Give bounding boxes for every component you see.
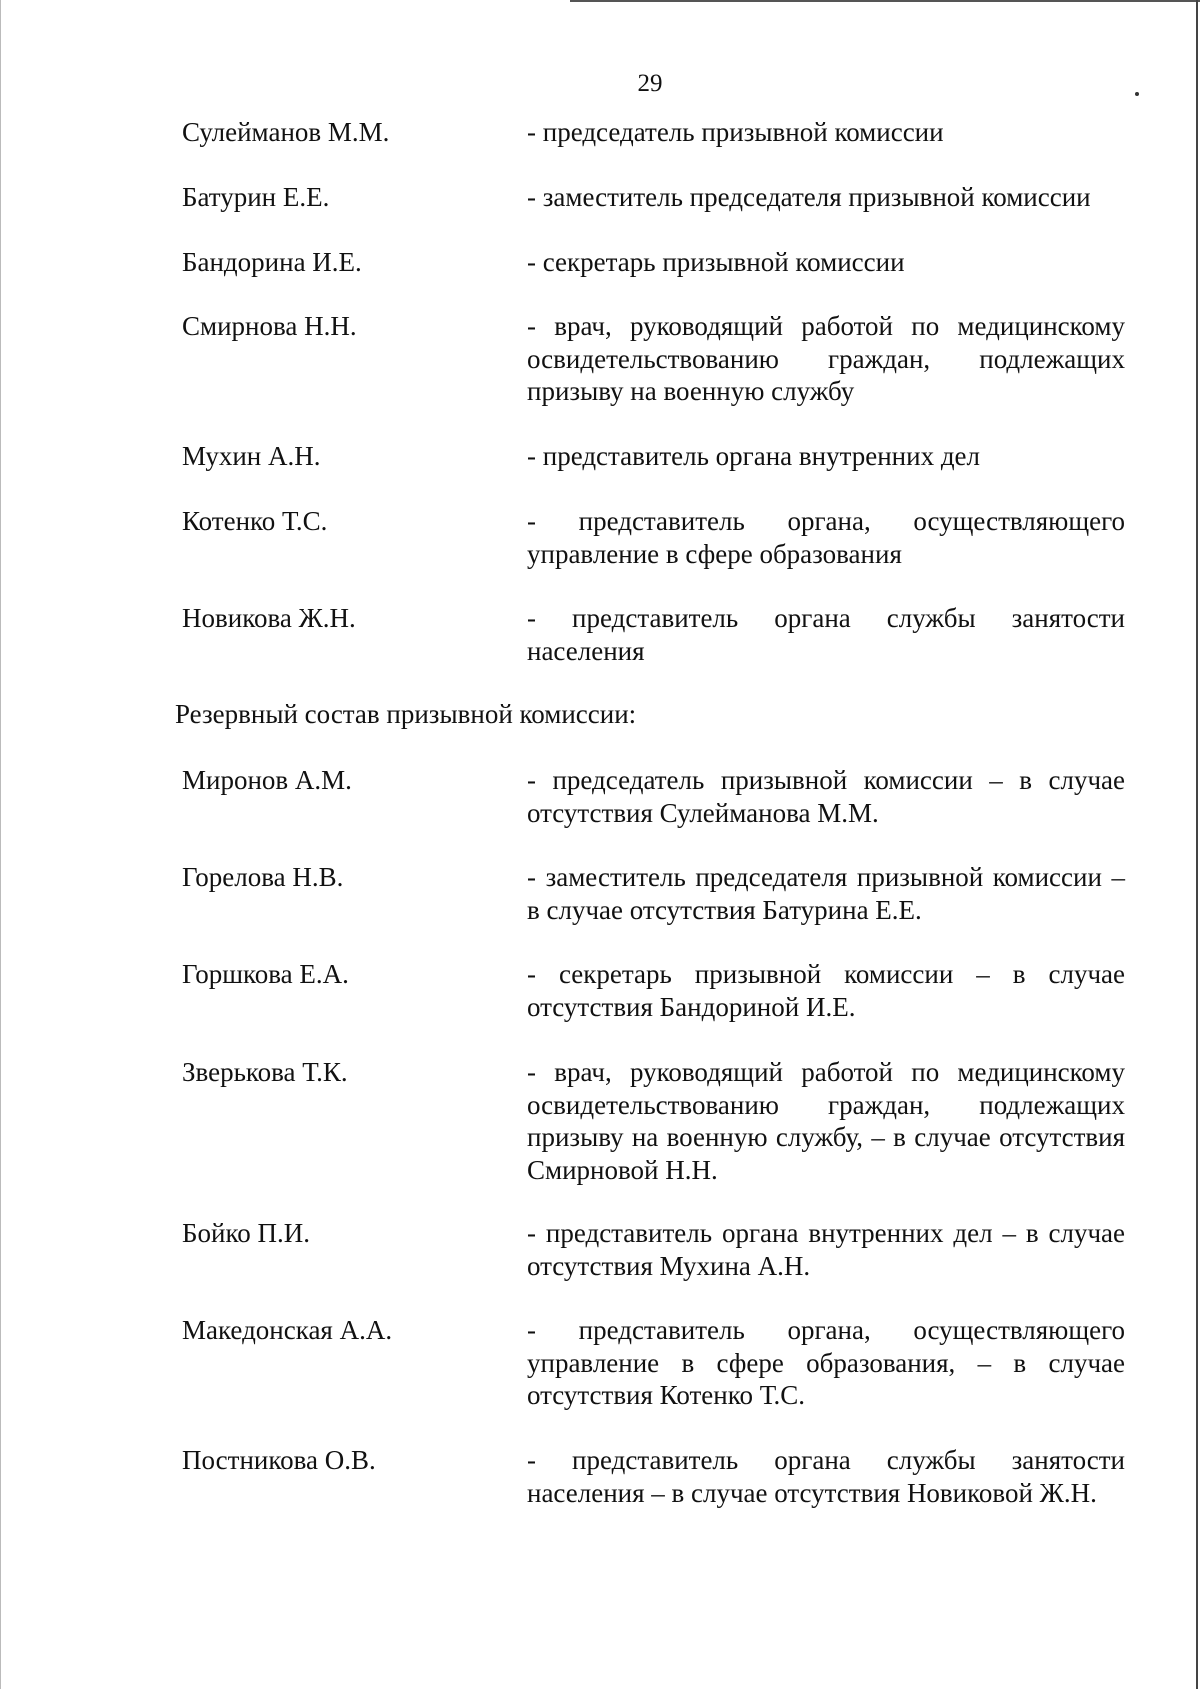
- scan-border-right: [1196, 0, 1198, 1689]
- member-name: Горшкова Е.А.: [182, 959, 349, 989]
- member-name: Новикова Ж.Н.: [182, 603, 356, 633]
- member-role: - заместитель председателя призывной комиссии: [527, 182, 1091, 212]
- scan-border-top: [570, 0, 1200, 2]
- member-role: - представитель органа внутренних дел: [527, 441, 981, 471]
- member-name: Котенко Т.С.: [182, 506, 328, 536]
- scan-border-left: [0, 0, 1, 1689]
- member-name: Батурин Е.Е.: [182, 182, 330, 212]
- member-name: Бойко П.И.: [182, 1218, 310, 1248]
- member-role: - представитель органа внутренних дел – в случае отсутствия Мухина А.Н.: [527, 1218, 1125, 1281]
- member-name: Зверькова Т.К.: [182, 1057, 348, 1087]
- member-name: Мухин А.Н.: [182, 441, 321, 471]
- page-number: 29: [637, 70, 663, 97]
- reserve-section-title: Резервный состав призывной комиссии:: [175, 699, 637, 729]
- member-name: Сулейманов М.М.: [182, 117, 390, 147]
- member-role: - врач, руководящий работой по медицинскому освидетельствованию граждан, подлежащих призыву на военную службу, – в случае отсутствия Смирновой Н.Н.: [527, 1057, 1125, 1185]
- member-role: - секретарь призывной комиссии: [527, 247, 905, 277]
- member-role: - представитель органа, осуществляющего управление в сфере образования, – в случае отсутствия Котенко Т.С.: [527, 1315, 1125, 1410]
- member-role: - представитель органа службы занятости населения – в случае отсутствия Новиковой Ж.Н.: [527, 1445, 1125, 1508]
- member-name: Бандорина И.Е.: [182, 247, 362, 277]
- member-name: Миронов А.М.: [182, 765, 352, 795]
- member-role: - врач, руководящий работой по медицинскому освидетельствованию граждан, подлежащих призыву на военную службу: [527, 311, 1125, 406]
- member-role: - представитель органа службы занятости населения: [527, 603, 1125, 666]
- member-name: Македонская А.А.: [182, 1315, 393, 1345]
- member-name: Горелова Н.В.: [182, 862, 344, 892]
- member-role: - заместитель председателя призывной комиссии – в случае отсутствия Батурина Е.Е.: [527, 862, 1125, 925]
- member-role: - представитель органа, осуществляющего управление в сфере образования: [527, 506, 1125, 569]
- member-role: - председатель призывной комиссии – в случае отсутствия Сулейманова М.М.: [527, 765, 1125, 828]
- member-role: - секретарь призывной комиссии – в случае отсутствия Бандориной И.Е.: [527, 959, 1125, 1022]
- member-role: - председатель призывной комиссии: [527, 117, 944, 147]
- member-name: Смирнова Н.Н.: [182, 311, 357, 341]
- member-name: Постникова О.В.: [182, 1445, 376, 1475]
